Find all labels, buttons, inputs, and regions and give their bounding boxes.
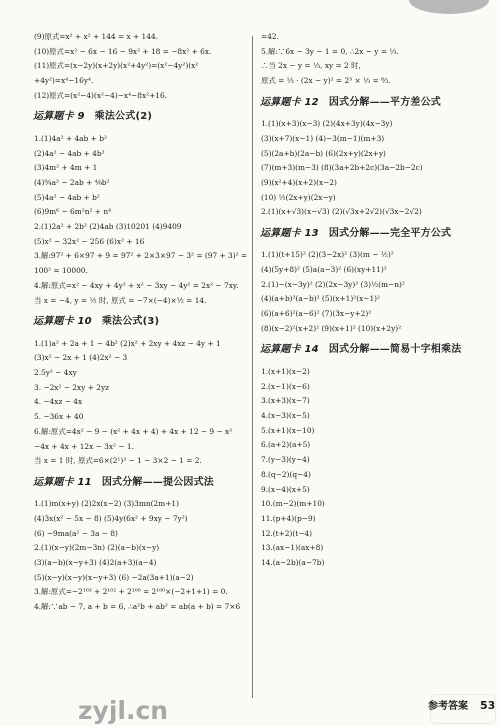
answer-line: (7)(m+3)(m−3) (8)(3a+2b+2c)(3a−2b−2c) bbox=[261, 163, 423, 173]
answer-line: 8.(q−2)(q−4) bbox=[261, 469, 311, 479]
answer-line: 4. −4xz − 4x bbox=[34, 397, 83, 407]
answer-line: =42. bbox=[261, 32, 279, 41]
answer-line: 6.解:原式=4x² − 9 − (x² + 4x + 4) + 4x + 12 − 9 − x² bbox=[34, 426, 233, 436]
column-divider bbox=[252, 36, 253, 698]
answer-line: (4)⁹⁄₄a² − 2ab + ⁴⁄₉b² bbox=[34, 177, 110, 187]
section-heading bbox=[33, 111, 244, 123]
page-number: 53 bbox=[480, 699, 496, 712]
section-heading bbox=[33, 316, 244, 328]
answer-line: 5.解:∵6x − 3y − 1 = 0, ∴2x − y = ⅓. bbox=[261, 46, 399, 56]
answer-line: (6)(a+6)²(a−6)² (7)(3x−y+2)² bbox=[261, 309, 372, 319]
answer-line: (8)(x−2)²(x+2)² (9)(x+1)² (10)(x+2y)² bbox=[261, 323, 402, 333]
answer-line: 1.(1)(t+15)² (2)(3−2x)² (3)(m − ½)² bbox=[261, 250, 394, 260]
answer-line: 3.解:97² + 6×97 + 9 = 97² + 2×3×97 − 3² = (97 + 3)² = bbox=[34, 251, 248, 261]
answer-line: (5)(x−y)(x−y)(x−y+3) (6) −2a(3a+1)(a−2) bbox=[34, 572, 194, 582]
answer-line: 4.(x−3)(x−5) bbox=[261, 411, 310, 420]
section-title: 运算题卡 11 bbox=[33, 476, 92, 488]
answer-line: 3.解:原式=−2¹⁰³ + 2¹⁰² + 2¹⁰⁰ = 2¹⁰⁰×(−2+1+1) = 0. bbox=[34, 587, 228, 597]
answer-line: (11)原式=(x−2y)(x+2y)(x²+4y²)=(x²−4y²)(x² bbox=[34, 61, 199, 71]
answer-line: +4y²)=x⁴−16y⁴. bbox=[34, 76, 94, 86]
section-topic: 因式分解——完全平方公式 bbox=[328, 227, 452, 239]
page-footer bbox=[360, 699, 496, 716]
page-corner-tab bbox=[409, 0, 489, 14]
answer-line: 1.(1)4a² + 4ab + b² bbox=[34, 133, 107, 143]
left-column bbox=[33, 32, 248, 618]
answer-line: (2)4a² − 4ab + 4b² bbox=[34, 148, 105, 158]
answer-line: 当 x = −4, y = ½ 时, 原式 = −7×(−4)×½ = 14. bbox=[34, 295, 207, 305]
answer-line: 7.(y−3)(y−4) bbox=[261, 455, 310, 465]
answer-line: 1.(1)m(x+y) (2)2x(x−2) (3)3mn(2m+1) bbox=[34, 499, 180, 509]
answer-line: 11.(p+4)(p−9) bbox=[261, 513, 316, 523]
answer-line: 2.(1)2a² + 2b² (2)4ab (3)10201 (4)9409 bbox=[34, 222, 182, 232]
answer-line: 3. −2x² − 2xy + 2yz bbox=[34, 382, 110, 392]
answer-line: (5)x² − 32x² − 256 (6)x² + 16 bbox=[34, 236, 145, 246]
answer-line: 1.(1)a² + 2a + 1 − 4b² (2)x² + 2xy + 4xz − 4y + 1 bbox=[34, 338, 221, 348]
answer-line: 当 x = 1 时, 原式=6×(2¹)² − 1 − 3×2 − 1 = 2. bbox=[34, 456, 202, 466]
section-heading bbox=[33, 477, 244, 489]
answer-line: 100² = 10000. bbox=[34, 266, 88, 276]
answer-line: 2.5y² − 4xy bbox=[34, 367, 77, 377]
answer-line: (9)(x²+4)(x+2)(x−2) bbox=[261, 177, 337, 187]
answer-line: (10) ½(2x+y)(2x−y) bbox=[261, 192, 336, 202]
section-title: 运算题卡 12 bbox=[260, 96, 319, 108]
answer-line: (10)原式=x² − 6x − 16 − 9x² + 18 = −8x² + 6x. bbox=[34, 46, 212, 56]
section-heading bbox=[260, 228, 473, 240]
answer-line: 2.(1)(x+√3)(x−√3) (2)(√3x+2√2)(√3x−2√2) bbox=[261, 207, 422, 217]
answer-line: 9.(x−4)(x+5) bbox=[261, 484, 310, 494]
answer-line: (4)(5y+8)² (5)a(a−3)² (6)(xy+11)² bbox=[261, 265, 387, 275]
answer-line: (5)(2a+b)(2a−b) (6)(2x+y)(2x+y) bbox=[261, 148, 386, 158]
answer-line: (9)原式=x² + x² + 144 = x + 144. bbox=[34, 32, 158, 41]
answer-line: 14.(a−2b)(a−7b) bbox=[261, 558, 325, 568]
section-title: 运算题卡 14 bbox=[260, 344, 319, 356]
section-heading bbox=[260, 344, 473, 356]
section-topic: 因式分解——平方差公式 bbox=[328, 96, 442, 108]
answer-line: (6) −9ma(a² − 3a − 8) bbox=[34, 528, 118, 538]
answer-line: 10.(m−2)(m+10) bbox=[261, 499, 325, 509]
section-topic: 乘法公式(2) bbox=[94, 111, 153, 123]
answer-line: (5)4a² − 4ab + b² bbox=[34, 192, 100, 202]
section-topic: 因式分解——提公因式法 bbox=[101, 476, 215, 488]
answer-line: 3.(x+3)(x−7) bbox=[261, 396, 310, 406]
answer-line: (4)3x(x² − 5x − 8) (5)4y(6x² + 9xy − 7y²) bbox=[34, 513, 188, 523]
answer-line: (3)4m² + 4m + 1 bbox=[34, 163, 98, 173]
answer-line: −4x + 4x + 12x − 3x² − 1. bbox=[34, 441, 134, 451]
section-topic: 因式分解——简易十字相乘法 bbox=[328, 344, 462, 356]
right-column bbox=[261, 33, 473, 574]
answer-line: (4)(a+b)²(a−b)² (5)(x+1)²(x−1)² bbox=[261, 294, 380, 304]
answer-line: 2.(1)(x−y)(2m−3n) (2)(a−b)(x−y) bbox=[34, 543, 160, 553]
answer-line: 2.(1)−(x−3y)² (2)(2x−3y)² (3)½(m−n)² bbox=[261, 279, 405, 289]
answer-line: 4.解:∵ab − 7, a + b = 6, ∴a²b + ab² = ab(a + b) = 7×6 bbox=[34, 602, 241, 612]
section-heading bbox=[260, 97, 473, 109]
answer-line: 4.解:原式=x² − 4xy + 4y² + x² − 3xy − 4y² = 2x² − 7xy. bbox=[34, 280, 239, 290]
section-title: 运算题卡 9 bbox=[33, 111, 85, 123]
answer-line: (6)9m⁶ − 6m²n² + n⁴ bbox=[34, 207, 112, 217]
answer-line: 1.(1)(x+3)(x−3) (2)(4x+3y)(4x−3y) bbox=[261, 119, 393, 129]
answer-line: (3)(a−b)(x−y+3) (4)2(a+3)(a−4) bbox=[34, 558, 157, 568]
answer-line: 12.(t+2)(t−4) bbox=[261, 528, 313, 538]
footer-label: 参考答案 bbox=[428, 701, 468, 712]
answer-line: 13.(ax−1)(ax+8) bbox=[261, 543, 324, 553]
answer-line: (3)(x+7)(x−1) (4)−3(m−1)(m+3) bbox=[261, 133, 385, 143]
answer-line: ∴当 2x − y = ⅓, xy = 2 时, bbox=[261, 61, 361, 71]
answer-line: 5.(x+1)(x−10) bbox=[261, 425, 315, 435]
section-topic: 乘法公式(3) bbox=[101, 316, 160, 328]
watermark-text: zyjl.cn bbox=[78, 696, 169, 725]
answer-line: (12)原式=(x²−4)(x²−4)−x⁴−8x²+16. bbox=[34, 90, 168, 100]
section-title: 运算题卡 10 bbox=[33, 316, 92, 328]
answer-line: 6.(a+2)(a+5) bbox=[261, 440, 311, 450]
answer-line: (3)x² − 2x + 1 (4)2x² − 3 bbox=[34, 353, 128, 363]
section-title: 运算题卡 13 bbox=[260, 227, 319, 239]
answer-line: 1.(x+1)(x−2) bbox=[261, 366, 310, 376]
answer-line: 原式 = ⅓ · (2x − y)² = 2³ × ⅓ = ⁸⁄₃. bbox=[261, 76, 391, 86]
answer-line: 2.(x−1)(x−6) bbox=[261, 381, 310, 391]
answer-line: 5. −36x + 40 bbox=[34, 412, 84, 422]
